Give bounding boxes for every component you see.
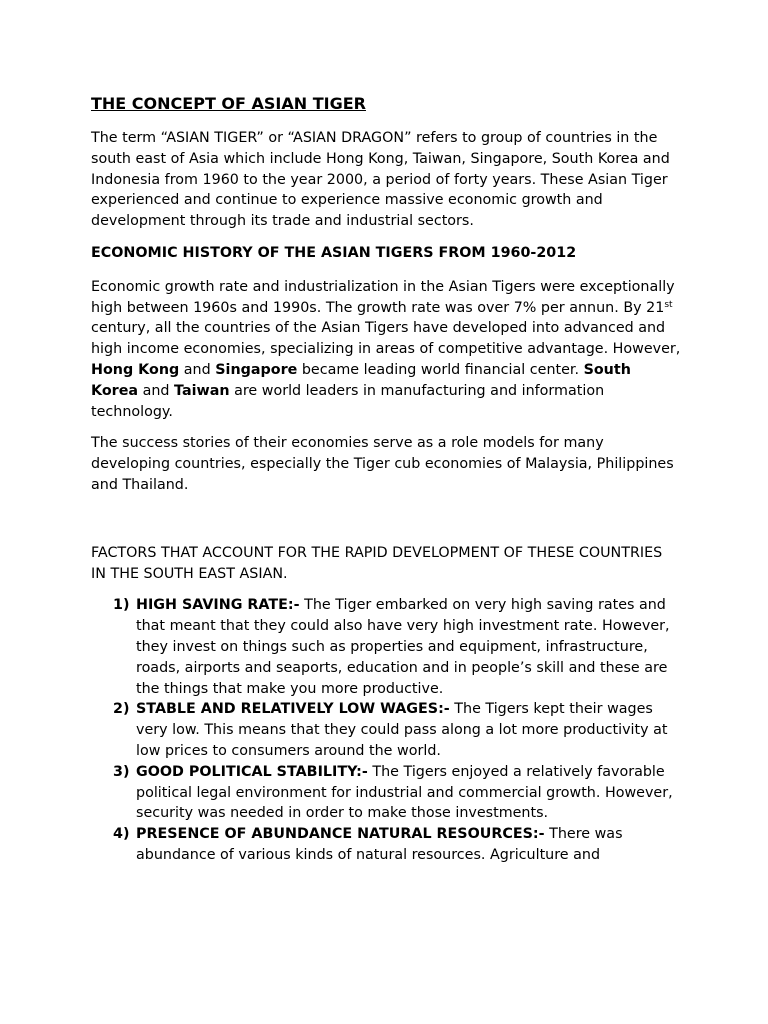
history-text: and [179, 361, 216, 378]
factor-number: 3) [113, 763, 130, 780]
history-text: century, all the countries of the Asian Tigers have developed into advanced and high income economies, specializing in areas of competitive advantage. However, [91, 320, 681, 358]
factor-title: HIGH SAVING RATE:- [136, 597, 300, 614]
factor-item [91, 595, 681, 699]
country-south-korea: South Korea [91, 361, 631, 399]
factor-item [91, 824, 681, 866]
history-text: Economic growth rate and industrialization in the Asian Tigers were exceptionally high between 1960s and 1990s. The growth rate was over 7% per annun. By 21 [91, 278, 675, 316]
factor-item [91, 762, 681, 824]
factor-title: PRESENCE OF ABUNDANCE NATURAL RESOURCES:- [136, 826, 545, 843]
factors-list [91, 595, 681, 865]
document-title: THE CONCEPT OF ASIAN TIGER [91, 94, 366, 113]
country-singapore: Singapore [215, 361, 298, 378]
factor-number: 4) [113, 826, 130, 843]
factor-text: The Tigers kept their wages very low. This means that they could pass along a lot more productivity at low prices to consumers around the world. [136, 701, 668, 759]
factors-heading: FACTORS THAT ACCOUNT FOR THE RAPID DEVELOPMENT OF THESE COUNTRIES IN THE SOUTH EAST ASIAN. [91, 544, 663, 582]
factor-title: STABLE AND RELATIVELY LOW WAGES:- [136, 701, 450, 718]
history-text: are world leaders in manufacturing and information technology. [91, 382, 605, 420]
history-text: became leading world financial center. [297, 361, 584, 378]
factor-number: 2) [113, 701, 130, 718]
factor-text: There was abundance of various kinds of natural resources. Agriculture and [136, 826, 623, 863]
factor-item [91, 699, 681, 761]
history-heading: ECONOMIC HISTORY OF THE ASIAN TIGERS FROM 1960-2012 [91, 244, 577, 261]
factor-text: The Tigers enjoyed a relatively favorable political legal environment for industrial and commercial growth. However, security was needed in order to make those investments. [136, 763, 673, 822]
country-hong-kong: Hong Kong [91, 361, 180, 378]
factor-text: The Tiger embarked on very high saving rates and that meant that they could also have very high investment rate. However, they invest on things such as properties and equipment, infrastructure, roads, airports and seaports, education and in people’s skill and these are the things that make you more productive. [136, 597, 670, 697]
document-page [91, 93, 681, 866]
success-paragraph: The success stories of their economies serve as a role models for many developing countries, especially the Tiger cub economies of Malaysia, Philippines and Thailand. [91, 435, 674, 493]
factor-number: 1) [113, 597, 130, 614]
intro-paragraph: The term “ASIAN TIGER” or “ASIAN DRAGON” refers to group of countries in the south east of Asia which include Hong Kong, Taiwan, Singapore, South Korea and Indonesia from 1960 to the year 2000, a period of forty years. These Asian Tiger experienced and continue to experience massive economic growth and development through its trade and industrial sectors. [91, 130, 670, 230]
factor-title: GOOD POLITICAL STABILITY:- [136, 763, 368, 780]
country-taiwan: Taiwan [174, 382, 230, 399]
history-text: and [138, 382, 175, 399]
history-paragraph [91, 277, 681, 423]
ordinal-superscript: st [664, 299, 673, 310]
